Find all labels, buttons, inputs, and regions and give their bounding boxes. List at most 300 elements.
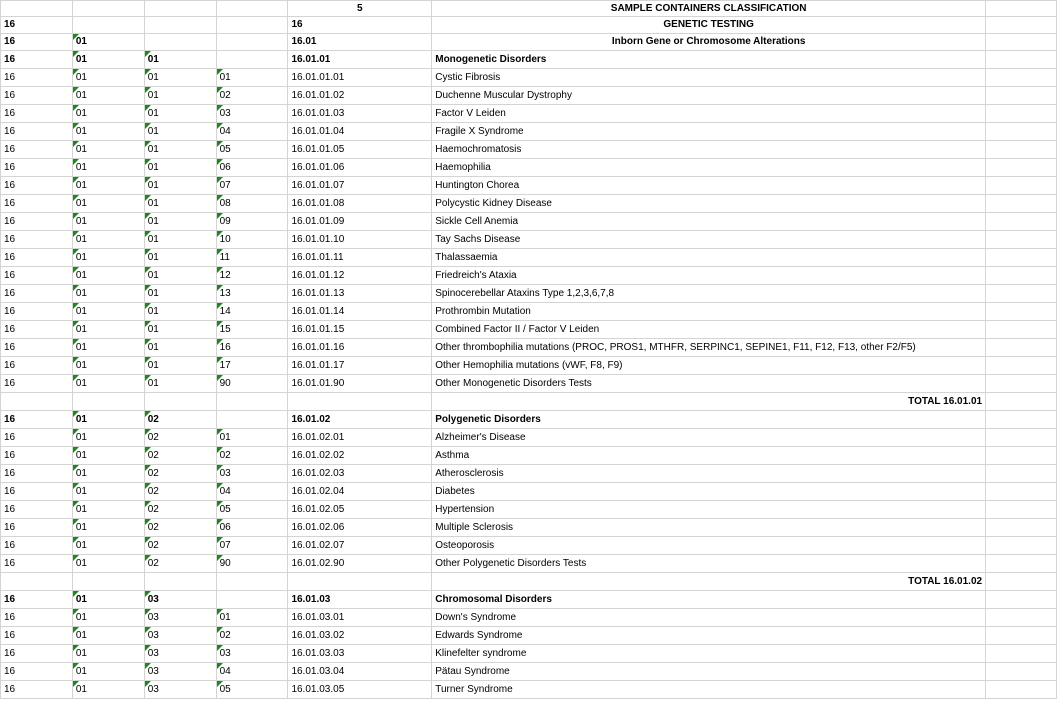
cell-extra[interactable] — [986, 537, 1057, 555]
cell-c4[interactable] — [216, 34, 288, 51]
total-row — [1, 393, 1057, 411]
cell-c2[interactable]: 01 — [72, 231, 144, 249]
cell-c1[interactable]: 16 — [1, 303, 73, 321]
cell-c3[interactable]: 01 — [144, 321, 216, 339]
cell-extra[interactable] — [986, 321, 1057, 339]
cell-c3[interactable]: 02 — [144, 483, 216, 501]
cell-code[interactable]: 16.01.01.11 — [288, 249, 432, 267]
table-row — [1, 123, 1057, 141]
cell-description[interactable]: Haemochromatosis — [432, 141, 986, 159]
cell-c3[interactable] — [144, 34, 216, 51]
cell-code[interactable]: 16.01.03.03 — [288, 645, 432, 663]
cell-c1[interactable]: 16 — [1, 195, 73, 213]
cell-description[interactable]: GENETIC TESTING — [432, 17, 986, 34]
cell-c4[interactable]: 10 — [216, 231, 288, 249]
table-row — [1, 87, 1057, 105]
cell-description[interactable]: Chromosomal Disorders — [432, 591, 986, 609]
cell-code[interactable]: 16.01.03.05 — [288, 681, 432, 699]
cell-c2[interactable]: 01 — [72, 447, 144, 465]
cell-c1[interactable]: 16 — [1, 51, 73, 69]
cell-c2[interactable]: 01 — [72, 609, 144, 627]
cell-extra[interactable] — [986, 573, 1057, 591]
cell-description[interactable]: Tay Sachs Disease — [432, 231, 986, 249]
cell-c1[interactable]: 16 — [1, 357, 73, 375]
cell-description[interactable]: Pätau Syndrome — [432, 663, 986, 681]
group-row — [1, 411, 1057, 429]
cell-c3[interactable]: 01 — [144, 267, 216, 285]
cell-c2[interactable]: 01 — [72, 357, 144, 375]
cell-c1[interactable]: 16 — [1, 213, 73, 231]
cell-code[interactable]: 16.01.02.07 — [288, 537, 432, 555]
cell-c4[interactable]: 04 — [216, 663, 288, 681]
cell-c4[interactable]: 05 — [216, 501, 288, 519]
cell-extra[interactable] — [986, 51, 1057, 69]
table-row — [1, 321, 1057, 339]
cell-c1[interactable]: 16 — [1, 17, 73, 34]
cell-code[interactable]: 16.01.01.06 — [288, 159, 432, 177]
cell-c2[interactable] — [72, 17, 144, 34]
cell-c4[interactable]: 11 — [216, 249, 288, 267]
table-row — [1, 69, 1057, 87]
cell-c1[interactable]: 16 — [1, 465, 73, 483]
cell-c4[interactable]: 03 — [216, 465, 288, 483]
cell-c3[interactable]: 01 — [144, 231, 216, 249]
cell-code[interactable]: 16.01.01.05 — [288, 141, 432, 159]
cell-c2[interactable]: 01 — [72, 339, 144, 357]
cell-c2[interactable]: 01 — [72, 537, 144, 555]
cell-c1[interactable]: 16 — [1, 627, 73, 645]
cell-extra[interactable] — [986, 645, 1057, 663]
cell-empty[interactable] — [288, 573, 432, 591]
table-row — [1, 429, 1057, 447]
table-row — [1, 177, 1057, 195]
cell-code[interactable]: 5 — [288, 1, 432, 17]
cell-c2[interactable]: 01 — [72, 429, 144, 447]
cell-extra[interactable] — [986, 465, 1057, 483]
cell-c3[interactable]: 01 — [144, 213, 216, 231]
cell-c1[interactable]: 16 — [1, 321, 73, 339]
cell-c2[interactable]: 01 — [72, 141, 144, 159]
cell-c1[interactable]: 16 — [1, 663, 73, 681]
cell-empty[interactable] — [144, 393, 216, 411]
cell-c2[interactable]: 01 — [72, 34, 144, 51]
table-row — [1, 303, 1057, 321]
cell-c3[interactable]: 02 — [144, 411, 216, 429]
table-row — [1, 663, 1057, 681]
cell-c3[interactable]: 01 — [144, 249, 216, 267]
header-row — [1, 17, 1057, 34]
cell-c3[interactable]: 02 — [144, 429, 216, 447]
table-row — [1, 447, 1057, 465]
table-row — [1, 501, 1057, 519]
cell-c3[interactable]: 03 — [144, 645, 216, 663]
cell-extra[interactable] — [986, 627, 1057, 645]
cell-c4[interactable]: 05 — [216, 141, 288, 159]
cell-c4[interactable]: 13 — [216, 285, 288, 303]
cell-c1[interactable]: 16 — [1, 177, 73, 195]
cell-c4[interactable]: 01 — [216, 69, 288, 87]
cell-c1[interactable] — [1, 1, 73, 17]
cell-c1[interactable]: 16 — [1, 501, 73, 519]
cell-code[interactable]: 16.01.02.02 — [288, 447, 432, 465]
cell-description[interactable]: Huntington Chorea — [432, 177, 986, 195]
cell-code[interactable]: 16.01.01.90 — [288, 375, 432, 393]
cell-code[interactable]: 16.01.01.07 — [288, 177, 432, 195]
cell-description[interactable]: Hypertension — [432, 501, 986, 519]
cell-c3[interactable]: 02 — [144, 555, 216, 573]
cell-c3[interactable]: 03 — [144, 663, 216, 681]
cell-c4[interactable] — [216, 411, 288, 429]
cell-code[interactable]: 16.01.02.05 — [288, 501, 432, 519]
cell-code[interactable]: 16.01.01.12 — [288, 267, 432, 285]
cell-extra[interactable] — [986, 609, 1057, 627]
cell-extra[interactable] — [986, 447, 1057, 465]
cell-description[interactable]: Other thrombophilia mutations (PROC, PROS1, MTHFR, SERPINC1, SEPINE1, F11, F12, F13, other F2/F5) — [432, 339, 986, 357]
cell-code[interactable]: 16.01.01.09 — [288, 213, 432, 231]
cell-c4[interactable]: 14 — [216, 303, 288, 321]
cell-c4[interactable]: 01 — [216, 429, 288, 447]
cell-c2[interactable]: 01 — [72, 177, 144, 195]
cell-c1[interactable]: 16 — [1, 519, 73, 537]
cell-description[interactable]: Asthma — [432, 447, 986, 465]
cell-c3[interactable]: 02 — [144, 519, 216, 537]
cell-c3[interactable]: 01 — [144, 177, 216, 195]
cell-code[interactable]: 16.01.01.10 — [288, 231, 432, 249]
table-row — [1, 627, 1057, 645]
cell-c1[interactable]: 16 — [1, 537, 73, 555]
cell-extra[interactable] — [986, 249, 1057, 267]
cell-description[interactable]: Polygenetic Disorders — [432, 411, 986, 429]
cell-c4[interactable]: 15 — [216, 321, 288, 339]
cell-code[interactable]: 16.01.02 — [288, 411, 432, 429]
cell-empty[interactable] — [216, 393, 288, 411]
cell-c2[interactable]: 01 — [72, 69, 144, 87]
cell-c3[interactable]: 01 — [144, 159, 216, 177]
cell-c4[interactable]: 09 — [216, 213, 288, 231]
cell-extra[interactable] — [986, 411, 1057, 429]
table-row — [1, 159, 1057, 177]
cell-c4[interactable]: 01 — [216, 609, 288, 627]
cell-description[interactable]: Fragile X Syndrome — [432, 123, 986, 141]
cell-c3[interactable]: 03 — [144, 681, 216, 699]
cell-code[interactable]: 16.01.03 — [288, 591, 432, 609]
cell-empty[interactable] — [1, 573, 73, 591]
cell-c4[interactable]: 16 — [216, 339, 288, 357]
cell-c3[interactable]: 02 — [144, 537, 216, 555]
cell-c1[interactable]: 16 — [1, 555, 73, 573]
cell-extra[interactable] — [986, 141, 1057, 159]
cell-extra[interactable] — [986, 303, 1057, 321]
cell-c2[interactable]: 01 — [72, 663, 144, 681]
cell-code[interactable]: 16.01.03.01 — [288, 609, 432, 627]
cell-description[interactable]: Sickle Cell Anemia — [432, 213, 986, 231]
cell-c2[interactable]: 01 — [72, 267, 144, 285]
cell-description[interactable]: Spinocerebellar Ataxins Type 1,2,3,6,7,8 — [432, 285, 986, 303]
cell-c2[interactable]: 01 — [72, 159, 144, 177]
cell-c3[interactable]: 01 — [144, 375, 216, 393]
cell-c4[interactable]: 04 — [216, 483, 288, 501]
cell-extra[interactable] — [986, 231, 1057, 249]
cell-description[interactable]: Klinefelter syndrome — [432, 645, 986, 663]
cell-c1[interactable]: 16 — [1, 285, 73, 303]
cell-extra[interactable] — [986, 267, 1057, 285]
cell-c3[interactable]: 01 — [144, 141, 216, 159]
cell-description[interactable]: Monogenetic Disorders — [432, 51, 986, 69]
cell-extra[interactable] — [986, 357, 1057, 375]
cell-description[interactable]: Other Monogenetic Disorders Tests — [432, 375, 986, 393]
cell-c2[interactable]: 01 — [72, 249, 144, 267]
cell-description[interactable]: Other Polygenetic Disorders Tests — [432, 555, 986, 573]
cell-description[interactable]: Inborn Gene or Chromosome Alterations — [432, 34, 986, 51]
cell-c2[interactable] — [72, 1, 144, 17]
cell-code[interactable]: 16.01.02.04 — [288, 483, 432, 501]
table-row — [1, 213, 1057, 231]
cell-c1[interactable]: 16 — [1, 645, 73, 663]
cell-empty[interactable] — [216, 573, 288, 591]
total-label[interactable]: TOTAL 16.01.02 — [432, 573, 986, 591]
cell-description[interactable]: Down's Syndrome — [432, 609, 986, 627]
cell-c4[interactable]: 08 — [216, 195, 288, 213]
group-row — [1, 51, 1057, 69]
cell-c1[interactable]: 16 — [1, 339, 73, 357]
cell-description[interactable]: Multiple Sclerosis — [432, 519, 986, 537]
cell-c3[interactable]: 01 — [144, 51, 216, 69]
cell-c4[interactable]: 02 — [216, 447, 288, 465]
cell-code[interactable]: 16.01.01.14 — [288, 303, 432, 321]
cell-c2[interactable]: 01 — [72, 321, 144, 339]
table-row — [1, 357, 1057, 375]
cell-code[interactable]: 16.01.01.15 — [288, 321, 432, 339]
cell-c3[interactable]: 02 — [144, 447, 216, 465]
cell-extra[interactable] — [986, 519, 1057, 537]
cell-extra[interactable] — [986, 177, 1057, 195]
cell-code[interactable]: 16.01.01.16 — [288, 339, 432, 357]
cell-c3[interactable]: 01 — [144, 285, 216, 303]
cell-extra[interactable] — [986, 663, 1057, 681]
cell-c2[interactable]: 01 — [72, 501, 144, 519]
cell-c3[interactable]: 01 — [144, 87, 216, 105]
cell-c4[interactable]: 03 — [216, 105, 288, 123]
table-body — [1, 1, 1057, 699]
cell-description[interactable]: Prothrombin Mutation — [432, 303, 986, 321]
cell-code[interactable]: 16.01.03.02 — [288, 627, 432, 645]
cell-empty[interactable] — [72, 573, 144, 591]
cell-c4[interactable]: 02 — [216, 627, 288, 645]
cell-extra[interactable] — [986, 375, 1057, 393]
cell-c1[interactable]: 16 — [1, 411, 73, 429]
cell-extra[interactable] — [986, 429, 1057, 447]
cell-description[interactable]: Friedreich's Ataxia — [432, 267, 986, 285]
cell-c1[interactable]: 16 — [1, 105, 73, 123]
cell-code[interactable]: 16.01 — [288, 34, 432, 51]
cell-description[interactable]: Turner Syndrome — [432, 681, 986, 699]
cell-c1[interactable]: 16 — [1, 159, 73, 177]
cell-c2[interactable]: 01 — [72, 123, 144, 141]
cell-code[interactable]: 16 — [288, 17, 432, 34]
cell-c2[interactable]: 01 — [72, 591, 144, 609]
cell-c1[interactable]: 16 — [1, 591, 73, 609]
cell-c2[interactable]: 01 — [72, 213, 144, 231]
cell-c3[interactable] — [144, 17, 216, 34]
cell-c4[interactable]: 90 — [216, 375, 288, 393]
cell-description[interactable]: Polycystic Kidney Disease — [432, 195, 986, 213]
cell-c4[interactable] — [216, 591, 288, 609]
cell-c2[interactable]: 01 — [72, 645, 144, 663]
cell-c4[interactable]: 05 — [216, 681, 288, 699]
cell-c3[interactable]: 03 — [144, 609, 216, 627]
cell-c3[interactable]: 02 — [144, 465, 216, 483]
cell-c1[interactable]: 16 — [1, 249, 73, 267]
cell-c4[interactable] — [216, 1, 288, 17]
cell-code[interactable]: 16.01.01.04 — [288, 123, 432, 141]
cell-c3[interactable]: 01 — [144, 123, 216, 141]
cell-code[interactable]: 16.01.01 — [288, 51, 432, 69]
cell-empty[interactable] — [288, 393, 432, 411]
cell-extra[interactable] — [986, 105, 1057, 123]
cell-empty[interactable] — [72, 393, 144, 411]
cell-c2[interactable]: 01 — [72, 627, 144, 645]
table-row — [1, 537, 1057, 555]
cell-code[interactable]: 16.01.02.03 — [288, 465, 432, 483]
cell-description[interactable]: SAMPLE CONTAINERS CLASSIFICATION — [432, 1, 986, 17]
cell-description[interactable]: Cystic Fibrosis — [432, 69, 986, 87]
cell-extra[interactable] — [986, 159, 1057, 177]
cell-code[interactable]: 16.01.03.04 — [288, 663, 432, 681]
cell-description[interactable]: Edwards Syndrome — [432, 627, 986, 645]
cell-code[interactable]: 16.01.01.17 — [288, 357, 432, 375]
cell-c2[interactable]: 01 — [72, 303, 144, 321]
cell-description[interactable]: Diabetes — [432, 483, 986, 501]
cell-c2[interactable]: 01 — [72, 51, 144, 69]
cell-extra[interactable] — [986, 285, 1057, 303]
cell-c3[interactable]: 02 — [144, 501, 216, 519]
cell-description[interactable]: Combined Factor II / Factor V Leiden — [432, 321, 986, 339]
cell-extra[interactable] — [986, 213, 1057, 231]
cell-c1[interactable]: 16 — [1, 141, 73, 159]
cell-description[interactable]: Thalassaemia — [432, 249, 986, 267]
cell-c2[interactable]: 01 — [72, 285, 144, 303]
cell-c1[interactable]: 16 — [1, 447, 73, 465]
cell-c4[interactable]: 17 — [216, 357, 288, 375]
cell-c4[interactable] — [216, 51, 288, 69]
cell-c4[interactable]: 07 — [216, 537, 288, 555]
cell-c4[interactable]: 04 — [216, 123, 288, 141]
cell-c4[interactable]: 07 — [216, 177, 288, 195]
cell-extra[interactable] — [986, 17, 1057, 34]
cell-code[interactable]: 16.01.02.01 — [288, 429, 432, 447]
cell-c1[interactable]: 16 — [1, 483, 73, 501]
cell-c1[interactable]: 16 — [1, 609, 73, 627]
cell-empty[interactable] — [1, 393, 73, 411]
cell-extra[interactable] — [986, 483, 1057, 501]
cell-description[interactable]: Alzheimer's Disease — [432, 429, 986, 447]
cell-c3[interactable] — [144, 1, 216, 17]
cell-c1[interactable]: 16 — [1, 34, 73, 51]
cell-extra[interactable] — [986, 1, 1057, 17]
total-label[interactable]: TOTAL 16.01.01 — [432, 393, 986, 411]
cell-description[interactable]: Osteoporosis — [432, 537, 986, 555]
cell-c1[interactable]: 16 — [1, 231, 73, 249]
cell-c4[interactable]: 06 — [216, 519, 288, 537]
cell-c2[interactable]: 01 — [72, 681, 144, 699]
cell-c4[interactable]: 02 — [216, 87, 288, 105]
cell-extra[interactable] — [986, 681, 1057, 699]
cell-extra[interactable] — [986, 123, 1057, 141]
cell-code[interactable]: 16.01.02.06 — [288, 519, 432, 537]
cell-c4[interactable]: 03 — [216, 645, 288, 663]
cell-c3[interactable]: 03 — [144, 627, 216, 645]
cell-c4[interactable]: 06 — [216, 159, 288, 177]
cell-code[interactable]: 16.01.01.13 — [288, 285, 432, 303]
table-row — [1, 249, 1057, 267]
cell-c1[interactable]: 16 — [1, 69, 73, 87]
cell-c3[interactable]: 01 — [144, 195, 216, 213]
cell-c3[interactable]: 03 — [144, 591, 216, 609]
cell-c2[interactable]: 01 — [72, 555, 144, 573]
cell-description[interactable]: Atherosclerosis — [432, 465, 986, 483]
cell-code[interactable]: 16.01.01.03 — [288, 105, 432, 123]
cell-c4[interactable]: 12 — [216, 267, 288, 285]
cell-description[interactable]: Haemophilia — [432, 159, 986, 177]
table-row — [1, 609, 1057, 627]
cell-c1[interactable]: 16 — [1, 375, 73, 393]
cell-c4[interactable] — [216, 17, 288, 34]
cell-description[interactable]: Duchenne Muscular Dystrophy — [432, 87, 986, 105]
cell-extra[interactable] — [986, 195, 1057, 213]
cell-extra[interactable] — [986, 34, 1057, 51]
cell-extra[interactable] — [986, 87, 1057, 105]
cell-extra[interactable] — [986, 591, 1057, 609]
cell-c2[interactable]: 01 — [72, 87, 144, 105]
cell-c2[interactable]: 01 — [72, 411, 144, 429]
cell-extra[interactable] — [986, 69, 1057, 87]
cell-c4[interactable]: 90 — [216, 555, 288, 573]
cell-c1[interactable]: 16 — [1, 123, 73, 141]
cell-c3[interactable]: 01 — [144, 303, 216, 321]
cell-code[interactable]: 16.01.01.01 — [288, 69, 432, 87]
table-row — [1, 339, 1057, 357]
cell-c1[interactable]: 16 — [1, 267, 73, 285]
cell-extra[interactable] — [986, 339, 1057, 357]
cell-code[interactable]: 16.01.01.08 — [288, 195, 432, 213]
cell-c2[interactable]: 01 — [72, 519, 144, 537]
cell-c3[interactable]: 01 — [144, 105, 216, 123]
cell-c2[interactable]: 01 — [72, 195, 144, 213]
cell-c1[interactable]: 16 — [1, 87, 73, 105]
cell-c3[interactable]: 01 — [144, 357, 216, 375]
cell-c1[interactable]: 16 — [1, 681, 73, 699]
cell-extra[interactable] — [986, 393, 1057, 411]
header-row — [1, 34, 1057, 51]
table-row — [1, 375, 1057, 393]
cell-c2[interactable]: 01 — [72, 105, 144, 123]
cell-extra[interactable] — [986, 555, 1057, 573]
cell-c3[interactable]: 01 — [144, 69, 216, 87]
cell-c2[interactable]: 01 — [72, 465, 144, 483]
cell-extra[interactable] — [986, 501, 1057, 519]
cell-c3[interactable]: 01 — [144, 339, 216, 357]
cell-code[interactable]: 16.01.01.02 — [288, 87, 432, 105]
cell-empty[interactable] — [144, 573, 216, 591]
cell-description[interactable]: Other Hemophilia mutations (vWF, F8, F9) — [432, 357, 986, 375]
cell-code[interactable]: 16.01.02.90 — [288, 555, 432, 573]
header-row — [1, 1, 1057, 17]
cell-c2[interactable]: 01 — [72, 483, 144, 501]
cell-c1[interactable]: 16 — [1, 429, 73, 447]
table-row — [1, 555, 1057, 573]
cell-description[interactable]: Factor V Leiden — [432, 105, 986, 123]
cell-c2[interactable]: 01 — [72, 375, 144, 393]
